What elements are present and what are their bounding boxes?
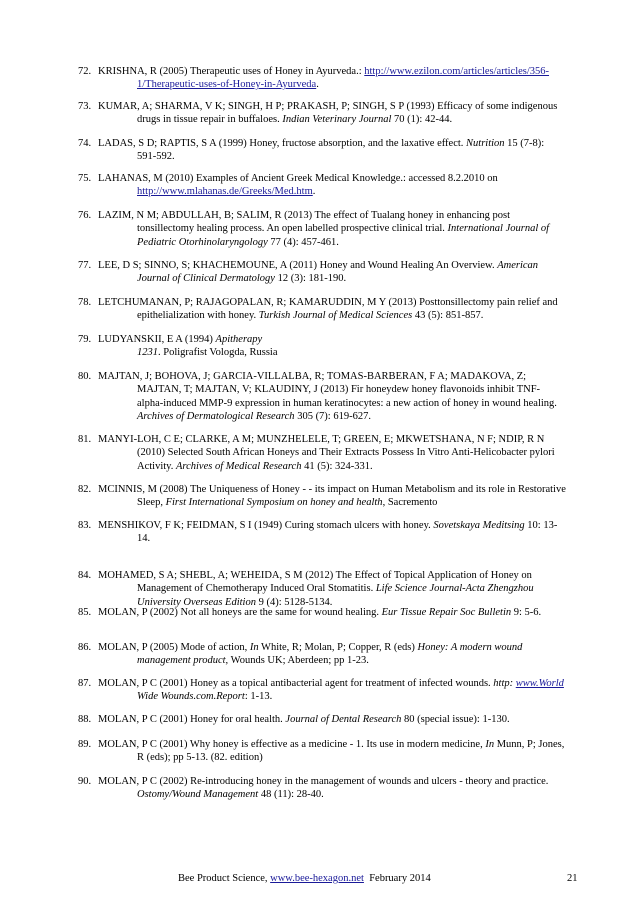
reference-number: 84. <box>78 570 92 581</box>
reference-line <box>137 446 555 459</box>
reference-text: First International Symposium on honey and health <box>165 497 383 509</box>
reference-text: . <box>316 79 319 91</box>
reference-text: Apitherapy <box>215 334 263 345</box>
reference-number: 87. <box>78 678 92 689</box>
reference-text: MOLAN, P (2005) Mode of action, <box>98 642 250 653</box>
reference-text: tonsillectomy healing process. An open labelled prospective clinical trial. <box>137 223 448 235</box>
reference-text: In <box>249 642 259 653</box>
reference-text: Pediatric Otorhinolaryngology <box>137 236 268 248</box>
reference-text: 591-592. <box>137 151 175 163</box>
reference-text: 41 (5): 324-331. <box>301 460 373 472</box>
reference-text: Nutrition <box>466 138 505 149</box>
reference-entry <box>78 519 578 546</box>
reference-line <box>137 309 483 322</box>
reference-text: Wounds UK; Aberdeen; pp 1-23. <box>228 655 369 667</box>
reference-text: MCINNIS, M (2008) The Uniqueness of Honey - - its impact on Human Metabolism and its role in Restorative <box>98 484 566 495</box>
reference-line <box>137 78 319 91</box>
reference-line <box>98 606 541 619</box>
reference-entry <box>78 713 578 726</box>
footer-date: February 2014 <box>363 873 431 884</box>
reference-entry <box>78 100 578 127</box>
reference-line <box>98 172 498 185</box>
reference-text: . <box>312 186 316 198</box>
reference-line <box>98 100 557 113</box>
reference-number: 78. <box>78 297 92 308</box>
reference-text: Life Science Journal-Acta Zhengzhou <box>375 583 534 595</box>
reference-text: Archives of Dermatological Research <box>137 410 295 422</box>
reference-text: International Journal of <box>447 223 550 235</box>
reference-line <box>137 582 534 595</box>
reference-line <box>137 222 549 235</box>
reference-number: 83. <box>78 520 92 531</box>
reference-text: LAHANAS, M (2010) Examples of Ancient Greek Medical Knowledge.: accessed 8.2.2010 on <box>98 173 498 184</box>
reference-line <box>137 185 315 198</box>
reference-entry <box>78 137 578 164</box>
reference-number: 73. <box>78 101 92 112</box>
reference-entry <box>78 775 578 802</box>
reference-number: 72. <box>78 66 92 77</box>
reference-text: University Overseas Edition <box>137 596 256 608</box>
reference-entry <box>78 433 578 473</box>
reference-text: LAZIM, N M; ABDULLAH, B; SALIM, R (2013) The effect of Tualang honey in enhancing post <box>98 210 510 221</box>
reference-line <box>98 137 544 150</box>
reference-text: MOLAN, P C (2001) Honey as a topical antibacterial agent for treatment of infected wounds. <box>98 678 494 689</box>
reference-text: Ostomy/Wound Management <box>137 789 259 801</box>
reference-entry <box>78 172 578 199</box>
reference-text: White, R; Molan, P; Copper, R (eds) <box>258 642 418 653</box>
reference-line <box>137 751 263 764</box>
reference-text: MOLAN, P (2002) Not all honeys are the same for wound healing. <box>98 607 382 618</box>
reference-line <box>137 532 150 545</box>
reference-text: 10: 13- <box>524 520 558 531</box>
reference-line <box>137 496 437 509</box>
reference-text: 12 (3): 181-190. <box>274 273 347 285</box>
reference-line <box>137 236 339 249</box>
reference-line <box>137 788 324 801</box>
reference-line <box>137 397 557 410</box>
reference-text: LUDYANSKII, E A (1994) <box>98 334 216 345</box>
reference-text: American <box>497 260 539 271</box>
reference-entry <box>78 333 578 360</box>
reference-link[interactable]: http://www.ezilon.com/articles/articles/356- <box>364 66 550 77</box>
reference-text: drugs in tissue repair in buffaloes. <box>137 114 283 126</box>
reference-entry <box>78 65 578 92</box>
reference-text: 14. <box>137 533 151 545</box>
reference-number: 89. <box>78 739 92 750</box>
reference-text: Sovetskaya Meditsing <box>433 520 525 531</box>
reference-text: 1231 <box>137 347 158 359</box>
reference-text: Wide Wounds.com.Report <box>137 691 245 703</box>
reference-number: 88. <box>78 714 92 725</box>
reference-entry <box>78 296 578 323</box>
reference-text: Indian Veterinary Journal <box>282 114 392 126</box>
reference-line <box>98 333 262 346</box>
reference-text: 15 (7-8): <box>504 138 545 149</box>
reference-entry <box>78 370 578 423</box>
page-number: 21 <box>567 873 578 884</box>
reference-line <box>137 410 371 423</box>
reference-line <box>98 433 544 446</box>
reference-text: Journal of Dental Research <box>285 714 402 725</box>
reference-number: 86. <box>78 642 92 653</box>
reference-number: 90. <box>78 776 92 787</box>
reference-line <box>137 383 540 396</box>
reference-entry <box>78 677 578 704</box>
reference-entry <box>78 569 578 609</box>
reference-number: 81. <box>78 434 92 445</box>
reference-text: Eur Tissue Repair Soc Bulletin <box>381 607 512 618</box>
reference-text: : 1-13. <box>244 691 273 703</box>
reference-entry <box>78 483 578 510</box>
reference-line <box>98 209 510 222</box>
footer-prefix: Bee Product Science, <box>178 873 271 884</box>
reference-number: 85. <box>78 607 92 618</box>
reference-link[interactable]: http://www.mlahanas.de/Greeks/Med.htm <box>137 186 313 198</box>
reference-line <box>98 775 548 788</box>
reference-text: KUMAR, A; SHARMA, V K; SINGH, H P; PRAKASH, P; SINGH, S P (1993) Efficacy of some indigenous <box>98 101 558 112</box>
reference-text: 70 (1): 42-44. <box>391 114 453 126</box>
reference-text: Turkish Journal of Medical Sciences <box>258 310 413 322</box>
reference-line <box>98 738 564 751</box>
reference-line <box>137 460 373 473</box>
reference-text: MOLAN, P C (2001) Why honey is effective as a medicine - 1. Its use in modern medicine, <box>98 739 486 750</box>
reference-line <box>137 113 452 126</box>
reference-text: 9: 5-6. <box>511 607 542 618</box>
reference-text: . Poligrafist Vologda, Russia <box>158 347 278 359</box>
reference-line <box>98 641 522 654</box>
reference-text: , Sacremento <box>382 497 438 509</box>
reference-text: 77 (4): 457-461. <box>267 236 339 248</box>
reference-line <box>98 65 549 78</box>
reference-number: 79. <box>78 334 92 345</box>
reference-number: 82. <box>78 484 92 495</box>
reference-entry <box>78 641 578 668</box>
reference-text: 305 (7): 619-627. <box>294 410 371 422</box>
reference-text: Archives of Medical Research <box>175 460 302 472</box>
reference-line <box>98 483 566 496</box>
reference-text: epithelialization with honey. <box>137 310 259 322</box>
reference-number: 80. <box>78 371 92 382</box>
footer-link[interactable]: www.bee-hexagon.net <box>270 873 364 884</box>
reference-line <box>98 296 558 309</box>
reference-text: MOLAN, P C (2002) Re-introducing honey in the management of wounds and ulcers - theory and practice. <box>98 776 549 787</box>
reference-line <box>98 713 510 726</box>
reference-text: (2010) Selected South African Honeys and Their Extracts Possess In Vitro Anti-Helicobacter pylori <box>137 447 555 459</box>
footer-text <box>178 872 431 885</box>
reference-line <box>137 654 369 667</box>
reference-line <box>98 259 538 272</box>
reference-text: alpha-induced MMP-9 expression in human keratinocytes: a new action of honey in wound healing. <box>137 397 557 409</box>
reference-text: Journal of Clinical Dermatology <box>137 273 275 285</box>
reference-text: LADAS, S D; RAPTIS, S A (1999) Honey, fructose absorption, and the laxative effect. <box>98 138 467 149</box>
reference-text: In <box>485 739 495 750</box>
reference-text: R (eds); pp 5-13. (82. edition) <box>137 752 263 764</box>
reference-line <box>137 346 278 359</box>
reference-line <box>137 690 272 703</box>
reference-text: 9 (4): 5128-5134. <box>255 596 333 608</box>
reference-number: 74. <box>78 138 92 149</box>
reference-entry <box>78 738 578 765</box>
reference-number: 76. <box>78 210 92 221</box>
reference-text: http: <box>493 678 516 689</box>
reference-number: 75. <box>78 173 92 184</box>
reference-text: 43 (5): 851-857. <box>412 310 484 322</box>
reference-line <box>137 150 175 163</box>
reference-line <box>98 519 557 532</box>
reference-text: Activity. <box>137 460 176 472</box>
reference-line <box>137 272 346 285</box>
reference-text: LETCHUMANAN, P; RAJAGOPALAN, R; KAMARUDDIN, M Y (2013) Posttonsillectomy pain relief and <box>98 297 558 308</box>
reference-text: KRISHNA, R (2005) Therapeutic uses of Honey in Ayurveda.: <box>98 66 365 77</box>
reference-text: management product, <box>137 655 229 667</box>
reference-text: Honey: A modern wound <box>417 642 523 653</box>
reference-text: MOLAN, P C (2001) Honey for oral health. <box>98 714 286 725</box>
reference-text: Munn, P; Jones, <box>494 739 565 750</box>
reference-link[interactable]: www.World <box>515 678 564 689</box>
reference-number: 77. <box>78 260 92 271</box>
reference-entry <box>78 259 578 286</box>
reference-line <box>98 677 564 690</box>
reference-link[interactable]: 1/Therapeutic-uses-of-Honey-in-Ayurveda <box>137 79 317 91</box>
reference-text: Sleep, <box>137 497 166 509</box>
reference-line <box>98 569 532 582</box>
reference-text: 80 (special issue): 1-130. <box>401 714 510 725</box>
reference-entry <box>78 606 578 619</box>
reference-text: LEE, D S; SINNO, S; KHACHEMOUNE, A (2011) Honey and Wound Healing An Overview. <box>98 260 498 271</box>
reference-text: Management of Chemotherapy Induced Oral Stomatitis. <box>137 583 376 595</box>
reference-text: MANYI-LOH, C E; CLARKE, A M; MUNZHELELE, T; GREEN, E; MKWETSHANA, N F; NDIP, R N <box>98 434 545 445</box>
reference-text: MAJTAN, J; BOHOVA, J; GARCIA-VILLALBA, R; TOMAS-BARBERAN, F A; MADAKOVA, Z; <box>98 371 527 382</box>
reference-line <box>98 370 526 383</box>
reference-entry <box>78 209 578 249</box>
reference-text: MENSHIKOV, F K; FEIDMAN, S I (1949) Curing stomach ulcers with honey. <box>98 520 434 531</box>
reference-text: MAJTAN, T; MAJTAN, V; KLAUDINY, J (2013) Fir honeydew honey flavonoids inhibit TNF- <box>137 384 541 396</box>
reference-text: MOHAMED, S A; SHEBL, A; WEHEIDA, S M (2012) The Effect of Topical Application of Honey on <box>98 570 532 581</box>
reference-text: 48 (11): 28-40. <box>258 789 324 801</box>
